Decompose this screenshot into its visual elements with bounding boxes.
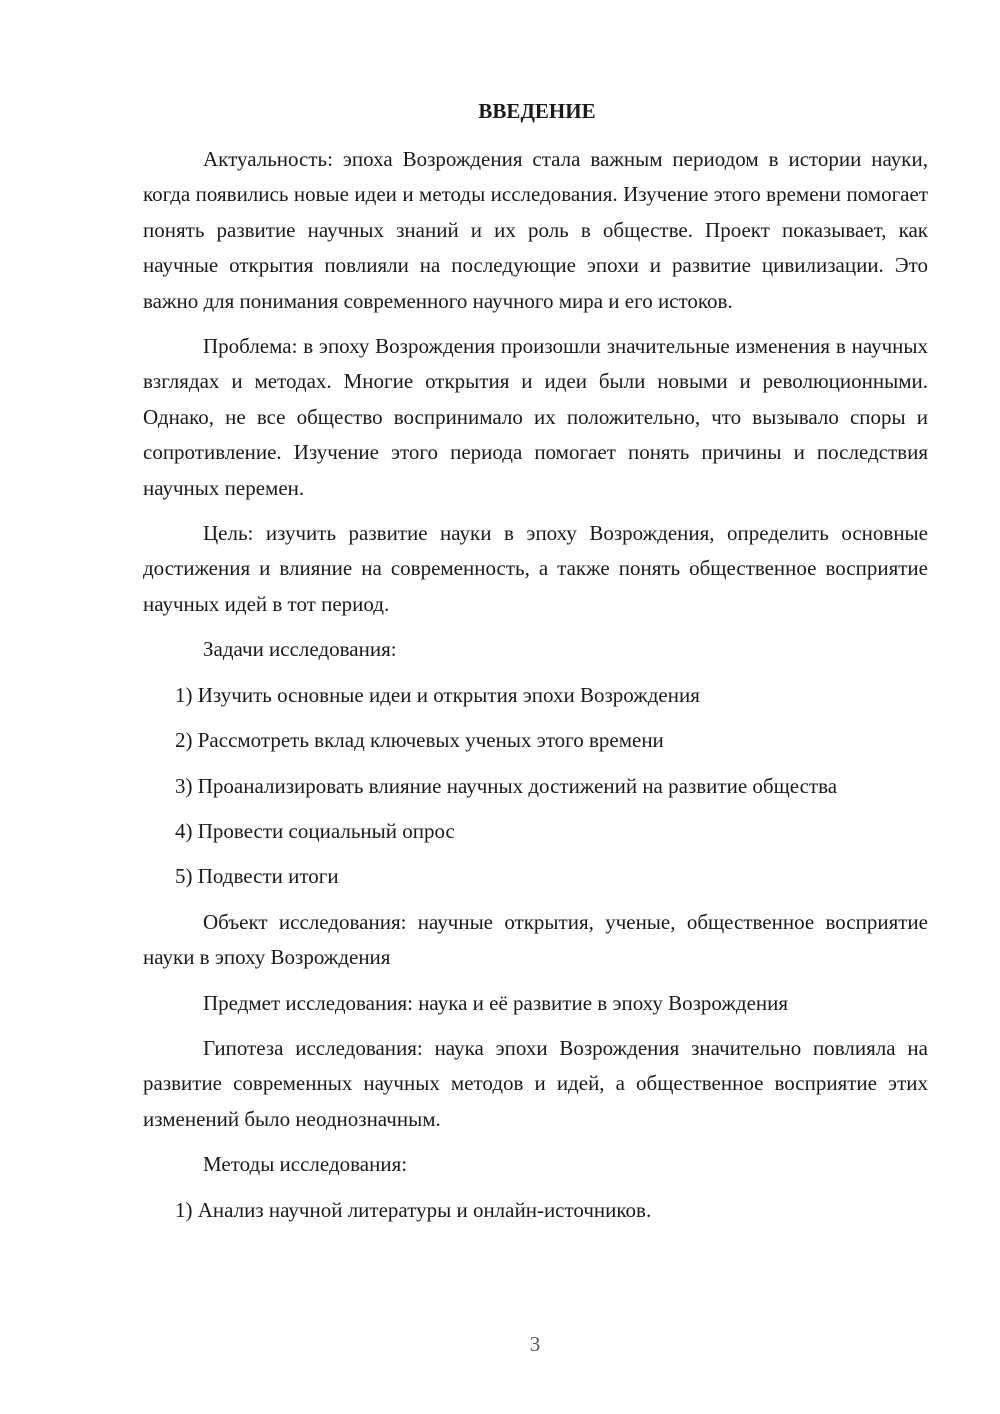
object-paragraph: Объект исследования: научные открытия, ученые, общественное восприятие науки в эпоху Возрождения	[143, 909, 928, 970]
method-item-1: 1) Анализ научной литературы и онлайн-источников.	[175, 1197, 652, 1222]
methods-title: Методы исследования:	[203, 1152, 408, 1177]
subject-paragraph: Предмет исследования: наука и её развитие в эпоху Возрождения	[203, 990, 789, 1015]
task-item-4: 4) Провести социальный опрос	[175, 818, 455, 843]
task-item-5: 5) Подвести итоги	[175, 864, 339, 889]
goal-paragraph: Цель: изучить развитие науки в эпоху Возрождения, определить основные достижения и влияние на современность, а также понять общественное восприятие научных идей в тот период.	[143, 521, 928, 616]
tasks-title: Задачи исследования:	[203, 637, 397, 662]
task-item-1: 1) Изучить основные идеи и открытия эпохи Возрождения	[175, 682, 700, 707]
problem-paragraph: Проблема: в эпоху Возрождения произошли значительные изменения в научных взглядах и методах. Многие открытия и идеи были новыми и революционными. Однако, не все общество воспринимало их положительно, что вызывало споры и сопротивление. Изучение этого периода помогает понять причины и последствия научных перемен.	[143, 334, 928, 500]
page-number: 3	[529, 1332, 541, 1356]
hypothesis-paragraph: Гипотеза исследования: наука эпохи Возрождения значительно повлияла на развитие современных научных методов и идей, а общественное восприятие этих изменений было неоднозначным.	[143, 1035, 928, 1131]
document-page	[143, 96, 928, 1238]
section-heading: ВВЕДЕНИЕ	[478, 99, 596, 123]
relevance-paragraph: Актуальность: эпоха Возрождения стала важным периодом в истории науки, когда появились новые идеи и методы исследования. Изучение этого времени помогает понять развитие научных знаний и их роль в обществе. Проект показывает, как научные открытия повлияли на последующие эпохи и развитие цивилизации. Это важно для понимания современного научного мира и его истоков.	[143, 147, 928, 313]
task-item-3: 3) Проанализировать влияние научных достижений на развитие общества	[175, 773, 838, 798]
task-item-2: 2) Рассмотреть вклад ключевых ученых этого времени	[175, 728, 664, 753]
